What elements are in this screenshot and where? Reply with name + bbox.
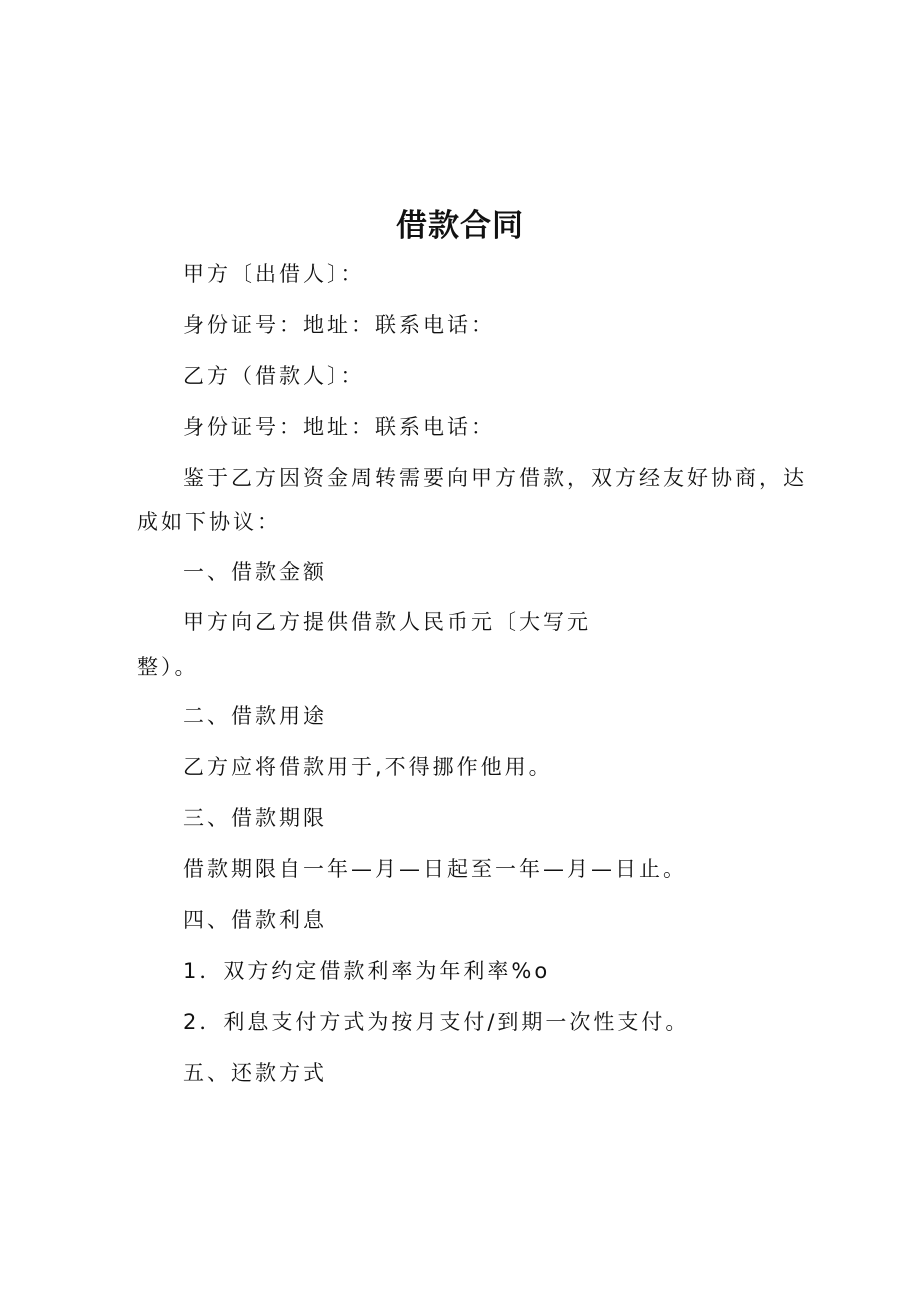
party-b-line: 乙方（借款人〕： xyxy=(183,364,365,388)
party-a-id-line: 身份证号：地址：联系电话： xyxy=(183,313,495,337)
section-heading-purpose: 二、借款用途 xyxy=(183,704,327,728)
party-a-line: 甲方〔出借人〕： xyxy=(183,262,365,286)
section-heading-interest: 四、借款利息 xyxy=(183,908,327,932)
interest-rate-line: 1．双方约定借款利率为年利率%o xyxy=(183,959,551,983)
section-heading-amount: 一、借款金额 xyxy=(183,560,327,584)
document-title: 借款合同 xyxy=(396,208,524,244)
preamble-line: 鉴于乙方因资金周转需要向甲方借款，双方经友好协商，达 xyxy=(183,466,807,490)
purpose-line: 乙方应将借款用于,不得挪作他用。 xyxy=(183,755,553,779)
interest-payment-line: 2．利息支付方式为按月支付/到期一次性支付。 xyxy=(183,1010,690,1034)
amount-line: 甲方向乙方提供借款人民币元〔大写元 xyxy=(183,610,591,634)
term-line: 借款期限自一年—月—日起至一年—月—日止。 xyxy=(183,857,687,881)
section-heading-repayment: 五、还款方式 xyxy=(183,1061,327,1085)
party-b-id-line: 身份证号：地址：联系电话： xyxy=(183,415,495,439)
section-heading-term: 三、借款期限 xyxy=(183,806,327,830)
amount-continuation: 整）。 xyxy=(137,655,199,679)
preamble-continuation: 成如下协议： xyxy=(137,510,281,534)
